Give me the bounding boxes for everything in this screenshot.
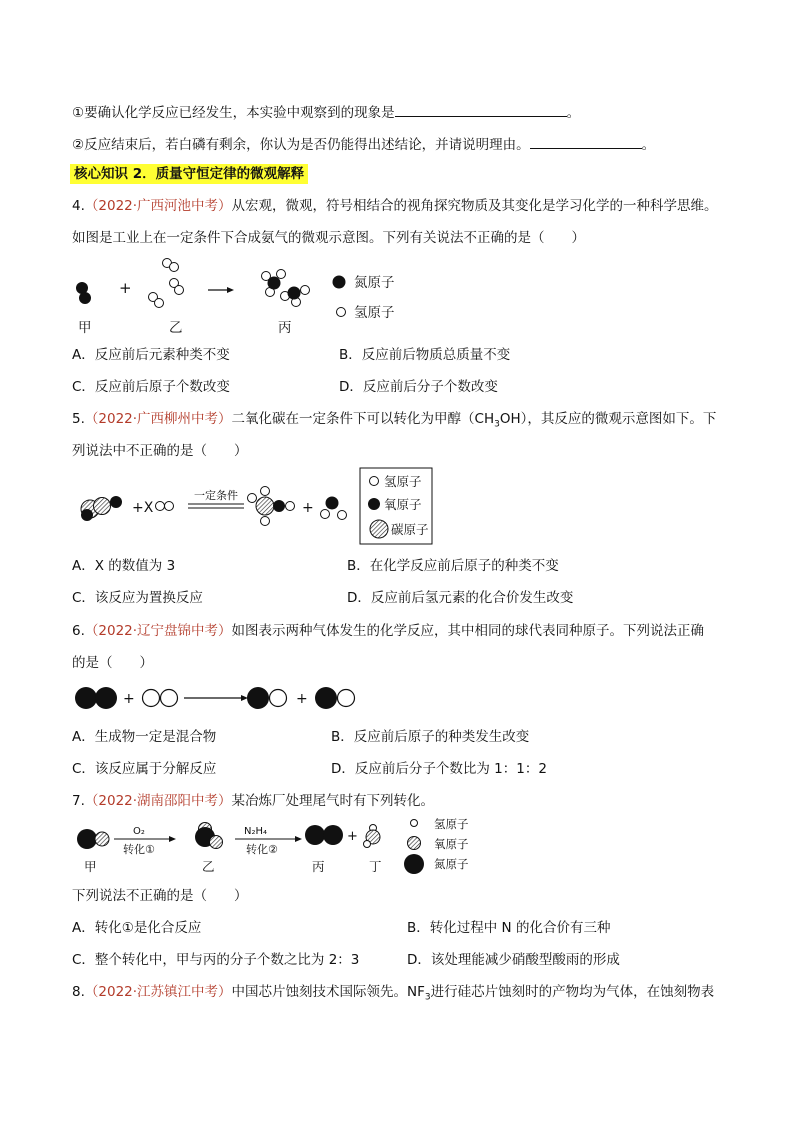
q6-source: （2022·辽宁盘锦中考）	[84, 623, 232, 639]
legend-h-atom-icon	[411, 820, 418, 827]
q6-stem-line-1: 6.（2022·辽宁盘锦中考）如图表示两种气体发生的化学反应，其中相同的球代表同种原子。下列说法正确	[72, 623, 705, 639]
section-title: 核心知识 2．质量守恒定律的微观解释	[70, 164, 308, 184]
q5-option-b[interactable]: B．在化学反应前后原子的种类不变	[347, 558, 559, 574]
legend-h-atom-label: 氢原子	[434, 817, 469, 831]
arrow-head-icon	[241, 695, 248, 701]
q7-option-c[interactable]: C．整个转化中，甲与丙的分子个数之比为 2：3	[72, 952, 360, 968]
q5-stem-line-2: 列说法中不正确的是（ ）	[72, 443, 248, 459]
legend-h-atom-label: 氢原子	[354, 305, 395, 321]
h-atom	[155, 299, 164, 308]
legend-n-atom-icon	[404, 854, 424, 874]
n-atom	[288, 287, 301, 300]
plus-x-label: +X	[132, 500, 154, 516]
answer-blank[interactable]	[395, 102, 567, 117]
n-atom	[268, 277, 281, 290]
q8-stem-line-1: 8.（2022·江苏镇江中考）中国芯片蚀刻技术国际领先。$NF_3$进行硅芯片蚀刻时的产物均为气体，在蚀刻物表	[72, 984, 715, 1003]
q7-option-b[interactable]: B．转化过程中 N 的化合价有三种	[407, 920, 611, 936]
legend-c-atom-label: 碳原子	[391, 522, 429, 537]
h-atom	[156, 502, 165, 511]
o-atom	[95, 832, 109, 846]
q7-option-d[interactable]: D．该处理能减少硝酸型酸雨的形成	[407, 952, 620, 968]
arrow-head-icon	[227, 287, 234, 293]
o-atom	[273, 500, 285, 512]
label-yi: 乙	[169, 320, 183, 336]
black-atom	[95, 687, 117, 709]
q4-source: （2022·广西河池中考）	[84, 198, 232, 214]
black-atom	[75, 687, 97, 709]
q5-stem-line-1: 5.（2022·广西柳州中考）二氧化碳在一定条件下可以转化为甲醇$(CH_3OH)$，其反应的微观示意图如下。下	[72, 411, 717, 430]
legend-o-atom-icon	[408, 837, 421, 850]
q7-source: （2022·湖南邵阳中考）	[84, 793, 232, 809]
h-atom	[170, 263, 179, 272]
q4-option-a[interactable]: A．反应前后元素种类不变	[72, 347, 230, 363]
q6-reaction-diagram	[72, 682, 372, 716]
condition-label: 一定条件	[194, 489, 238, 502]
legend-o-atom-icon	[368, 498, 380, 510]
q6-option-a[interactable]: A．生成物一定是混合物	[72, 729, 217, 745]
q5-option-a[interactable]: A．X 的数值为 3	[72, 558, 176, 574]
label-jia: 甲	[84, 859, 97, 874]
arrow-head-icon	[169, 836, 176, 842]
c-atom	[256, 497, 274, 515]
n2h4-label: N₂H₄	[244, 826, 268, 837]
legend-n-atom-label: 氮原子	[354, 275, 395, 291]
q4-stem-line-2: 如图是工业上在一定条件下合成氨气的微观示意图。下列有关说法不正确的是（ ）	[72, 230, 585, 246]
q4-option-c[interactable]: C．反应前后原子个数改变	[72, 379, 230, 395]
q3-item-2: ②反应结束后，若白磷有剩余，你认为是否仍能得出述结论，并请说明理由。 。	[72, 134, 655, 154]
white-atom	[161, 690, 178, 707]
q4-ammonia-diagram	[70, 252, 430, 342]
o-atom	[110, 496, 122, 508]
q6-option-b[interactable]: B．反应前后原子的种类发生改变	[331, 729, 530, 745]
q7-option-a[interactable]: A．转化①是化合反应	[72, 920, 202, 936]
plus-sign: +	[296, 691, 308, 707]
legend-h-atom-icon	[337, 308, 346, 317]
q6-stem-line-2: 的是（ ）	[72, 655, 153, 671]
q5-source: （2022·广西柳州中考）	[84, 411, 232, 427]
q7-stem-line-1: 7.（2022·湖南邵阳中考）某冶炼厂处理尾气时有下列转化。	[72, 793, 435, 809]
white-atom	[143, 690, 160, 707]
plus-sign: +	[123, 691, 135, 707]
label-bing: 丙	[312, 859, 325, 874]
q4-option-d[interactable]: D．反应前后分子个数改变	[339, 379, 498, 395]
legend-o-atom-label: 氧原子	[434, 837, 469, 851]
q5-methanol-diagram	[72, 466, 442, 546]
q7-stem-line-2: 下列说法不正确的是（ ）	[72, 888, 248, 904]
plus-sign: +	[302, 500, 314, 516]
legend-c-atom-icon	[370, 520, 388, 538]
q4-option-b[interactable]: B．反应前后物质总质量不变	[339, 347, 511, 363]
legend-h-atom-label: 氢原子	[384, 474, 422, 489]
o-atom	[326, 497, 339, 510]
answer-blank[interactable]	[530, 134, 642, 149]
q3-item-1: ①要确认化学反应已经发生，本实验中观察到的现象是 。	[72, 102, 580, 122]
q5-option-c[interactable]: C．该反应为置换反应	[72, 590, 203, 606]
label-bing: 丙	[278, 320, 292, 336]
o2-label: O₂	[133, 826, 145, 837]
q4-stem-line-1: 4.（2022·广西河池中考）从宏观，微观，符号相结合的视角探究物质及其变化是学习化学的一种科学思维。	[72, 198, 718, 214]
q6-option-d[interactable]: D．反应前后分子个数比为 1：1：2	[331, 761, 547, 777]
plus-sign: +	[119, 279, 132, 297]
q7-conversion-diagram	[72, 813, 472, 881]
legend-n-atom-icon	[333, 276, 346, 289]
label-yi: 乙	[202, 859, 215, 874]
q5-option-d[interactable]: D．反应前后氢元素的化合价发生改变	[347, 590, 574, 606]
label-jia: 甲	[78, 320, 92, 336]
plus-sign: +	[347, 829, 358, 844]
legend-o-atom-label: 氧原子	[384, 497, 422, 512]
h-atom	[175, 286, 184, 295]
legend-h-atom-icon	[370, 477, 379, 486]
step2-label: 转化②	[246, 843, 278, 856]
label-ding: 丁	[369, 859, 382, 874]
n-atom	[79, 292, 91, 304]
q8-source: （2022·江苏镇江中考）	[84, 984, 232, 1000]
step1-label: 转化①	[123, 843, 155, 856]
o-atom	[81, 509, 93, 521]
n-atom	[77, 829, 97, 849]
legend-n-atom-label: 氮原子	[434, 857, 469, 871]
arrow-head-icon	[295, 836, 302, 842]
h-atom	[165, 502, 174, 511]
q6-option-c[interactable]: C．该反应属于分解反应	[72, 761, 217, 777]
